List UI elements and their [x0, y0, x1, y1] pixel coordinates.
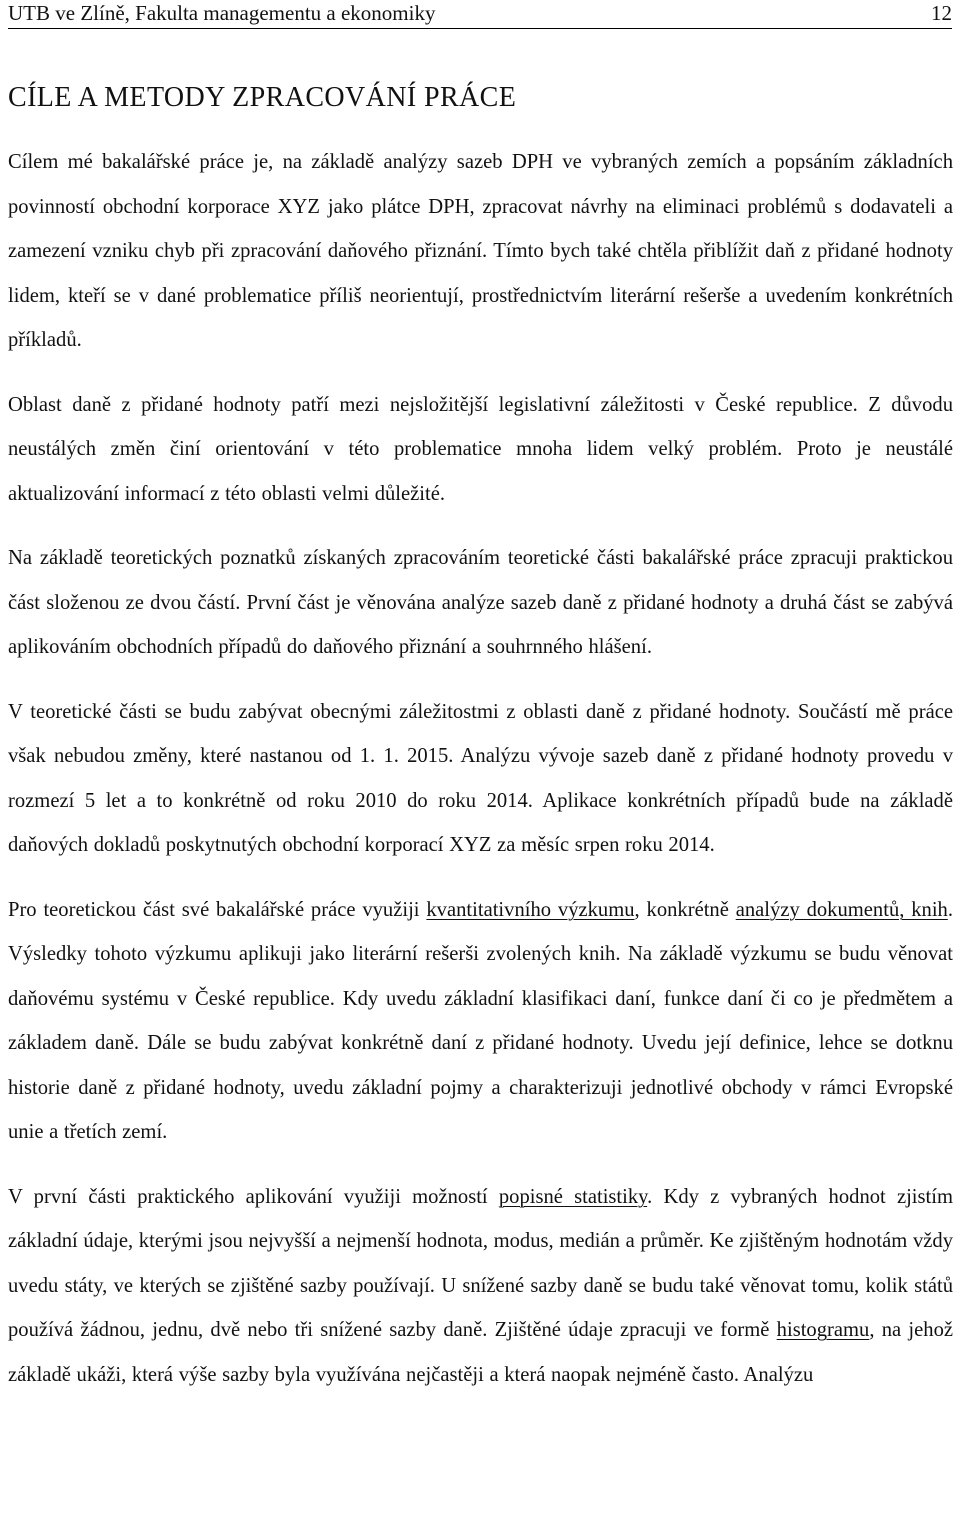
header-institution: UTB ve Zlíně, Fakulta managementu a ekonomiky — [8, 1, 436, 25]
chapter-title: CÍLE A METODY ZPRACOVÁNÍ PRÁCE — [8, 82, 517, 113]
running-header — [8, 0, 952, 29]
paragraph-practical-part — [8, 536, 953, 670]
underlined-term-document-analysis: analýzy dokumentů, knih — [735, 898, 948, 921]
paragraph-goal — [8, 140, 953, 363]
paragraph-text: , na jehož základě ukáži, která výše sazby byla využívána nejčastěji a která naopak nejméně často. Analýzu — [8, 1319, 954, 1386]
paragraph-text: , konkrétně — [634, 898, 736, 921]
paragraph-theoretical-scope — [8, 690, 953, 868]
underlined-term-histogram: histogramu — [776, 1319, 870, 1341]
paragraph-text: Pro teoretickou část své bakalářské práce využiji — [8, 898, 427, 921]
page-number: 12 — [931, 1, 952, 25]
paragraph-text: Oblast daně z přidané hodnoty patří mezi nejsložitější legislativní záležitosti v České republice. Z důvodu neustálých změn činí orientování v této problematice mnoha lidem velký problém. Proto je neustálé aktualizování informací z této oblasti velmi důležité. — [8, 393, 953, 505]
paragraph-research-method — [8, 888, 953, 1155]
paragraph-statistics — [8, 1175, 953, 1398]
paragraph-vat-complexity — [8, 383, 953, 517]
paragraph-text: . Výsledky tohoto výzkumu aplikuji jako literární rešerši zvolených knih. Na základě výzkumu se budu věnovat daňovému systému v České republice. Kdy uvedu základní klasifikaci daní, funkce daní či co je předmětem a základem daně. Dále se budu zabývat konkrétně daní z přidané hodnoty. Uvedu její definice, lehce se dotknu historie daně z přidané hodnoty, uvedu základní pojmy a charakterizuji jednotlivé obchody v rámci Evropské unie a třetích zemí. — [8, 898, 953, 1143]
underlined-term-quantitative-research: kvantitativního výzkumu — [426, 898, 635, 921]
paragraph-text: . Kdy z vybraných hodnot zjistím základní údaje, kterými jsou nejvyšší a nejmenší hodnota, modus, medián a průměr. Ke zjištěným hodnotám vždy uvedu státy, ve kterých se zjištěné sazby používají. U snížené sazby daně se budu také věnovat tomu, kolik států používá žádnou, jednu, dvě nebo tři snížené sazby daně. Zjištěné údaje zpracuji ve formě — [8, 1185, 954, 1341]
underlined-term-descriptive-statistics: popisné statistiky — [498, 1185, 648, 1208]
body-text — [8, 140, 953, 1417]
paragraph-text: Na základě teoretických poznatků získaných zpracováním teoretické části bakalářské práce zpracuji praktickou část složenou ze dvou částí. První část je věnována analýze sazeb daně z přidané hodnoty a druhá část se zabývá aplikováním obchodních případů do daňového přiznání a souhrnného hlášení. — [8, 547, 953, 658]
paragraph-text: Cílem mé bakalářské práce je, na základě analýzy sazeb DPH ve vybraných zemích a popsáním základních povinností obchodní korporace XYZ jako plátce DPH, zpracovat návrhy na eliminaci problémů s dodavateli a zamezení vzniku chyb při zpracování daňového přiznání. Tímto bych také chtěla přiblížit daň z přidané hodnoty lidem, kteří se v dané problematice příliš neorientují, prostřednictvím literární rešerše a uvedením konkrétních příkladů. — [8, 151, 953, 351]
paragraph-text: V první části praktického aplikování využiji možností — [8, 1185, 499, 1208]
paragraph-text: V teoretické části se budu zabývat obecnými záležitostmi z oblasti daně z přidané hodnoty. Součástí mě práce však nebudou změny, které nastanou od 1. 1. 2015. Analýzu vývoje sazeb daně z přidané hodnoty provedu v rozmezí 5 let a to konkrétně od roku 2010 do roku 2014. Aplikace konkrétních případů bude na základě daňových dokladů poskytnutých obchodní korporací XYZ za měsíc srpen roku 2014. — [8, 700, 953, 856]
